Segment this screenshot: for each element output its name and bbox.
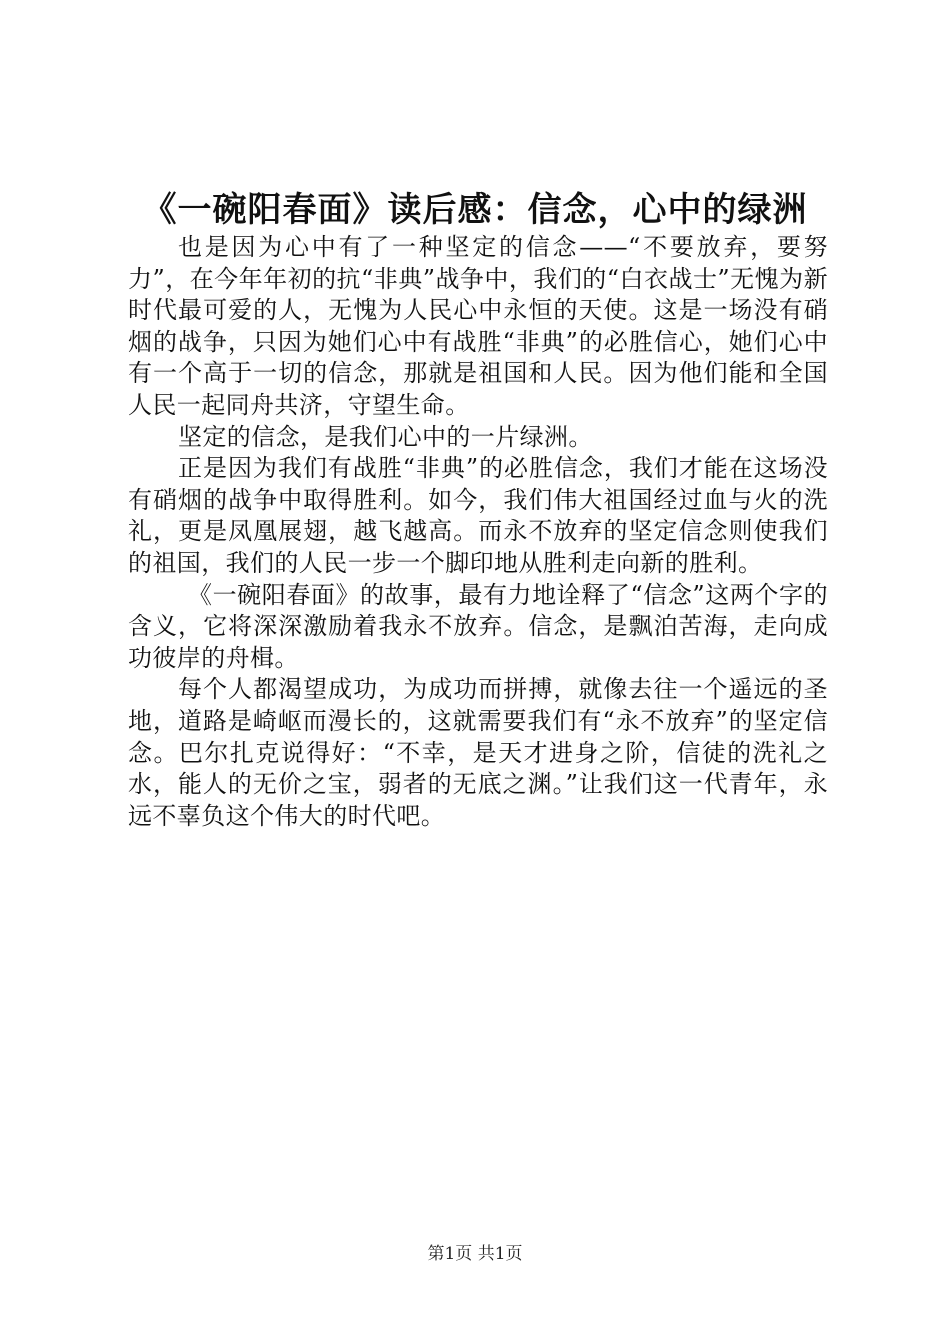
document-title: 《一碗阳春面》读后感：信念，心中的绿洲 bbox=[142, 190, 808, 230]
page-footer: 第1页 共1页 bbox=[427, 1244, 523, 1264]
paragraph: 每个人都渴望成功，为成功而拼搏，就像去往一个遥远的圣地，道路是崎岖而漫长的，这就需要我们有“永不放弃”的坚定信念。巴尔扎克说得好：“不幸，是天才进身之阶，信徒的洗礼之水，能人的无价之宝，弱者的无底之渊。”让我们这一代青年，永远不辜负这个伟大的时代吧。 bbox=[128, 675, 828, 830]
paragraph: 《一碗阳春面》的故事，最有力地诠释了“信念”这两个字的含义，它将深深激励着我永不放弃。信念，是飘泊苦海，走向成功彼岸的舟楫。 bbox=[128, 580, 828, 672]
paragraph: 也是因为心中有了一种坚定的信念——“不要放弃，要努力”，在今年年初的抗“非典”战争中，我们的“白衣战士”无愧为新时代最可爱的人，无愧为人民心中永恒的天使。这是一场没有硝烟的战争，只因为她们心中有战胜“非典”的必胜信心，她们心中有一个高于一切的信念，那就是祖国和人民。因为他们能和全国人民一起同舟共济，守望生命。 bbox=[128, 233, 828, 419]
paragraph: 坚定的信念，是我们心中的一片绿洲。 bbox=[178, 422, 593, 451]
paragraph: 正是因为我们有战胜“非典”的必胜信念，我们才能在这场没有硝烟的战争中取得胜利。如今，我们伟大祖国经过血与火的洗礼，更是凤凰展翅，越飞越高。而永不放弃的坚定信念则使我们的祖国，我们的人民一步一个脚印地从胜利走向新的胜利。 bbox=[128, 454, 828, 577]
document-body bbox=[128, 232, 828, 832]
